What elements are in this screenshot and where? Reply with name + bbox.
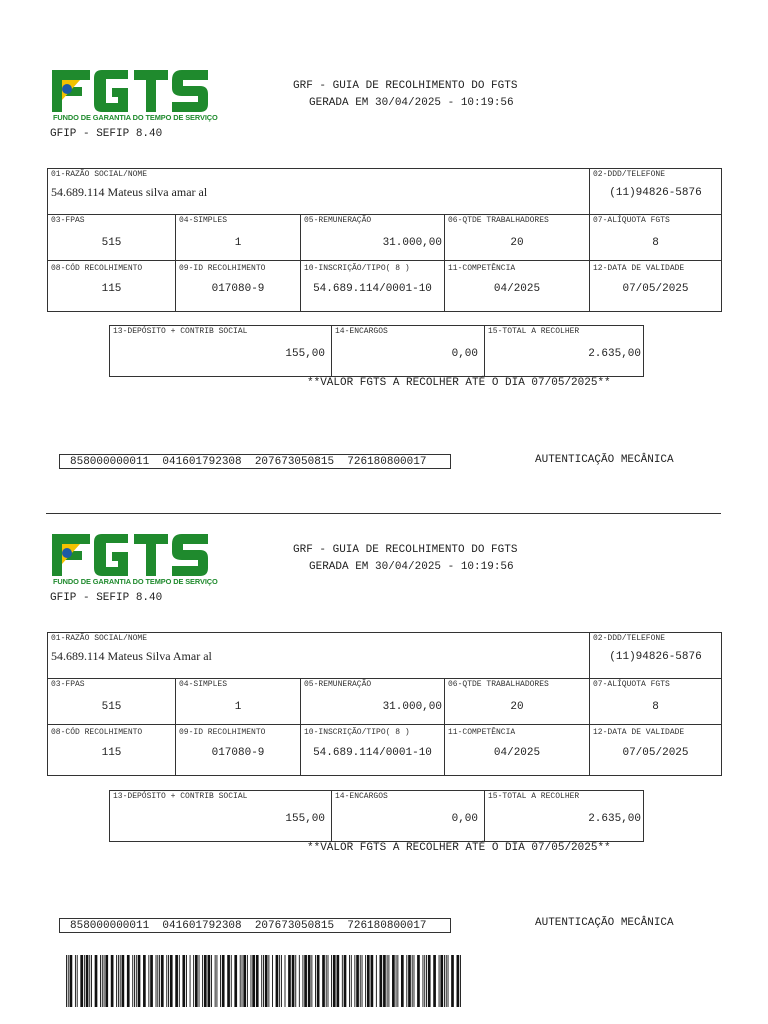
simples-value: 1 (234, 237, 242, 249)
grf-copy-1 (0, 70, 768, 540)
barcode-bar (202, 955, 203, 1007)
barcode-bar (116, 955, 117, 1007)
barcode-bar (422, 955, 423, 1007)
barcode-bar (157, 955, 158, 1007)
razao-social-label: 01-RAZÃO SOCIAL/NOME (51, 170, 148, 179)
barcode-bar (95, 955, 98, 1007)
barcode-bar (251, 955, 252, 1007)
competencia-value: 04/2025 (493, 747, 541, 759)
fgts-logo (52, 534, 218, 590)
barcode-bar (102, 955, 103, 1007)
barcode-bar (156, 955, 157, 1007)
barcode-bar (252, 955, 255, 1007)
simples-label: 04-SIMPLES (179, 680, 228, 689)
barcode-bar (84, 955, 85, 1007)
barcode-bar (247, 955, 248, 1007)
due-date-note: **VALOR FGTS A RECOLHER ATÉ O DIA 07/05/2025** (307, 377, 611, 389)
barcode-bar (118, 955, 119, 1007)
fpas-label: 03-FPAS (51, 216, 85, 225)
telefone-value: (11)94826-5876 (609, 187, 702, 199)
deposito-value: 155,00 (285, 348, 325, 360)
barcode-bar (440, 955, 443, 1007)
barcode-bar (138, 955, 141, 1007)
barcode-bar (460, 955, 461, 1007)
barcode-bar (182, 955, 185, 1007)
fgts-logo-subtitle: FUNDO DE GARANTIA DO TEMPO DE SERVIÇO (53, 577, 218, 586)
barcode-bar (77, 955, 78, 1007)
telefone-value: (11)94826-5876 (609, 651, 702, 663)
barcode-bar (376, 955, 377, 1007)
deposito-label: 13-DEPÓSITO + CONTRIB SOCIAL (113, 327, 248, 336)
id-value: 017080-9 (211, 747, 265, 759)
telefone-cell (590, 633, 722, 679)
barcode-bar (150, 955, 153, 1007)
generated-at: GERADA EM 30/04/2025 - 10:19:56 (309, 97, 514, 109)
fgts-logo (52, 70, 218, 126)
razao-social-value: 54.689.114 Mateus Silva Amar al (51, 649, 212, 663)
barcode-bar (388, 955, 389, 1007)
barcode-bar (166, 955, 167, 1007)
competencia-label: 11-COMPETÊNCIA (448, 264, 516, 273)
barcode-bar (199, 955, 200, 1007)
remuneracao-label: 05-REMUNERAÇÃO (304, 680, 372, 689)
qtde-value: 20 (510, 701, 524, 713)
barcode-bar (367, 955, 370, 1007)
aliquota-value: 8 (652, 701, 659, 713)
barcode-bar (159, 955, 160, 1007)
barcode-bar (104, 955, 105, 1007)
competencia-label: 11-COMPETÊNCIA (448, 728, 516, 737)
barcode-bar (68, 955, 69, 1007)
barcode-bar (204, 955, 207, 1007)
telefone-label: 02-DDD/TELEFONE (593, 170, 666, 179)
barcode-bar (281, 955, 282, 1007)
barcode-bar (175, 955, 178, 1007)
barcode-bar (349, 955, 350, 1007)
generated-at: GERADA EM 30/04/2025 - 10:19:56 (309, 561, 514, 573)
telefone-label: 02-DDD/TELEFONE (593, 634, 666, 643)
cod-label: 08-CÓD RECOLHIMENTO (51, 264, 143, 273)
grf-copy-2 (0, 534, 768, 1004)
guide-title: GRF - GUIA DE RECOLHIMENTO DO FGTS (293, 544, 518, 556)
fpas-label: 03-FPAS (51, 680, 85, 689)
barcode-bar (302, 955, 303, 1007)
barcode-bar (414, 955, 415, 1007)
barcode (66, 955, 461, 1007)
barcode-bar (111, 955, 114, 1007)
barcode-bar (70, 955, 73, 1007)
barcode-bar (86, 955, 89, 1007)
encargos-label: 14-ENCARGOS (335, 792, 388, 801)
barcode-bar (143, 955, 146, 1007)
id-value: 017080-9 (211, 283, 265, 295)
remuneracao-value: 31.000,00 (382, 237, 442, 249)
barcode-bar (190, 955, 191, 1007)
cod-value: 115 (101, 283, 122, 295)
total-label: 15-TOTAL A RECOLHER (488, 792, 580, 801)
barcode-bar (344, 955, 347, 1007)
razao-social-cell (48, 169, 590, 215)
qtde-label: 06-QTDE TRABALHADORES (448, 216, 549, 225)
barcode-bar (439, 955, 440, 1007)
barcode-bar (132, 955, 133, 1007)
barcode-bar (304, 955, 307, 1007)
barcode-bar (75, 955, 76, 1007)
barcode-bar (396, 955, 397, 1007)
gfip-version: GFIP - SEFIP 8.40 (50, 592, 163, 604)
barcode-bar (424, 955, 425, 1007)
barcode-bar (308, 955, 311, 1007)
linha-digitavel: 858000000011 041601792308 207673050815 726180800017 (59, 454, 451, 469)
barcode-bar (168, 955, 169, 1007)
barcode-bar (211, 955, 212, 1007)
barcode-bar (100, 955, 101, 1007)
total-value: 2.635,00 (588, 813, 641, 825)
barcode-bar (448, 955, 449, 1007)
barcode-bar (265, 955, 268, 1007)
linha-digitavel: 858000000011 041601792308 207673050815 726180800017 (59, 918, 451, 933)
info-table (47, 632, 722, 776)
barcode-bar (285, 955, 286, 1007)
barcode-bar (351, 955, 352, 1007)
id-label: 09-ID RECOLHIMENTO (179, 264, 266, 273)
barcode-bar (362, 955, 363, 1007)
telefone-cell (590, 169, 722, 215)
barcode-bar (122, 955, 125, 1007)
barcode-bar (331, 955, 332, 1007)
barcode-bar (337, 955, 340, 1007)
barcode-bar (315, 955, 316, 1007)
due-date-note: **VALOR FGTS A RECOLHER ATÉ O DIA 07/05/2025** (307, 842, 611, 854)
barcode-bar (222, 955, 225, 1007)
barcode-bar (365, 955, 366, 1007)
inscricao-value: 54.689.114/0001-10 (313, 283, 432, 295)
inscricao-value: 54.689.114/0001-10 (313, 747, 432, 759)
barcode-bar (299, 955, 300, 1007)
barcode-bar (66, 955, 67, 1007)
barcode-bar (417, 955, 420, 1007)
fpas-value: 515 (101, 701, 122, 713)
barcode-bar (256, 955, 259, 1007)
validade-value: 07/05/2025 (622, 747, 689, 759)
barcode-bar (227, 955, 230, 1007)
barcode-bar (89, 955, 90, 1007)
barcode-bar (326, 955, 327, 1007)
barcode-bar (261, 955, 262, 1007)
razao-social-label: 01-RAZÃO SOCIAL/NOME (51, 634, 148, 643)
barcode-bar (392, 955, 395, 1007)
autenticacao-mecanica: AUTENTICAÇÃO MECÂNICA (535, 917, 674, 929)
autenticacao-mecanica: AUTENTICAÇÃO MECÂNICA (535, 454, 674, 466)
barcode-bar (186, 955, 187, 1007)
guide-title: GRF - GUIA DE RECOLHIMENTO DO FGTS (293, 80, 518, 92)
barcode-bar (356, 955, 359, 1007)
remuneracao-label: 05-REMUNERAÇÃO (304, 216, 372, 225)
barcode-bar (342, 955, 343, 1007)
id-label: 09-ID RECOLHIMENTO (179, 728, 266, 737)
barcode-bar (328, 955, 329, 1007)
totals-table (109, 790, 644, 842)
barcode-bar (360, 955, 361, 1007)
barcode-bar (433, 955, 436, 1007)
qtde-label: 06-QTDE TRABALHADORES (448, 680, 549, 689)
barcode-bar (193, 955, 194, 1007)
validade-label: 12-DATA DE VALIDADE (593, 264, 685, 273)
barcode-bar (322, 955, 325, 1007)
barcode-bar (333, 955, 336, 1007)
barcode-bar (397, 955, 398, 1007)
barcode-bar (263, 955, 264, 1007)
competencia-value: 04/2025 (493, 283, 541, 295)
barcode-bar (387, 955, 388, 1007)
cod-label: 08-CÓD RECOLHIMENTO (51, 728, 143, 737)
barcode-bar (231, 955, 232, 1007)
barcode-bar (243, 955, 246, 1007)
razao-social-cell (48, 633, 590, 679)
barcode-bar (451, 955, 454, 1007)
barcode-bar (444, 955, 445, 1007)
barcode-bar (426, 955, 427, 1007)
barcode-bar (220, 955, 221, 1007)
barcode-bar (371, 955, 374, 1007)
barcode-bar (457, 955, 460, 1007)
barcode-bar (383, 955, 386, 1007)
barcode-bar (216, 955, 217, 1007)
barcode-bar (446, 955, 447, 1007)
barcode-bar (354, 955, 355, 1007)
fgts-logo-subtitle: FUNDO DE GARANTIA DO TEMPO DE SERVIÇO (53, 113, 218, 122)
encargos-value: 0,00 (451, 813, 478, 825)
deposito-value: 155,00 (285, 813, 325, 825)
aliquota-label: 07-ALÍQUOTA FGTS (593, 680, 670, 689)
barcode-bar (401, 955, 404, 1007)
total-value: 2.635,00 (588, 348, 641, 360)
total-label: 15-TOTAL A RECOLHER (488, 327, 580, 336)
gfip-version: GFIP - SEFIP 8.40 (50, 128, 163, 140)
barcode-bar (268, 955, 269, 1007)
barcode-bar (288, 955, 291, 1007)
cut-line (46, 513, 721, 514)
barcode-bar (91, 955, 92, 1007)
validade-label: 12-DATA DE VALIDADE (593, 728, 685, 737)
barcode-bar (136, 955, 137, 1007)
barcode-bar (292, 955, 295, 1007)
barcode-bar (134, 955, 135, 1007)
inscricao-label: 10-INSCRIÇÃO/TIPO( 8 ) (304, 264, 410, 273)
simples-label: 04-SIMPLES (179, 216, 228, 225)
fpas-value: 515 (101, 237, 122, 249)
barcode-bar (195, 955, 198, 1007)
qtde-value: 20 (510, 237, 524, 249)
barcode-bar (148, 955, 149, 1007)
encargos-value: 0,00 (451, 348, 478, 360)
razao-social-value: 54.689.114 Mateus silva amar al (51, 185, 208, 199)
barcode-bar (379, 955, 382, 1007)
barcode-bar (179, 955, 180, 1007)
inscricao-label: 10-INSCRIÇÃO/TIPO( 8 ) (304, 728, 410, 737)
cod-value: 115 (101, 747, 122, 759)
barcode-bar (240, 955, 241, 1007)
barcode-bar (412, 955, 413, 1007)
barcode-bar (295, 955, 296, 1007)
barcode-bar (408, 955, 411, 1007)
barcode-bar (161, 955, 164, 1007)
barcode-bar (215, 955, 216, 1007)
validade-value: 07/05/2025 (622, 283, 689, 295)
barcode-bar (242, 955, 243, 1007)
barcode-bar (276, 955, 279, 1007)
encargos-label: 14-ENCARGOS (335, 327, 388, 336)
barcode-bar (406, 955, 407, 1007)
barcode-bar (170, 955, 173, 1007)
barcode-bar (80, 955, 83, 1007)
barcode-bar (120, 955, 121, 1007)
remuneracao-value: 31.000,00 (382, 701, 442, 713)
aliquota-label: 07-ALÍQUOTA FGTS (593, 216, 670, 225)
barcode-bar (428, 955, 431, 1007)
barcode-bar (317, 955, 320, 1007)
simples-value: 1 (234, 701, 242, 713)
barcode-bar (272, 955, 273, 1007)
aliquota-value: 8 (652, 237, 659, 249)
barcode-bar (234, 955, 237, 1007)
deposito-label: 13-DEPÓSITO + CONTRIB SOCIAL (113, 792, 248, 801)
info-table (47, 168, 722, 312)
barcode-bar (311, 955, 312, 1007)
barcode-bar (105, 955, 108, 1007)
totals-table (109, 325, 644, 377)
barcode-bar (208, 955, 211, 1007)
barcode-bar (279, 955, 280, 1007)
barcode-bar (127, 955, 130, 1007)
